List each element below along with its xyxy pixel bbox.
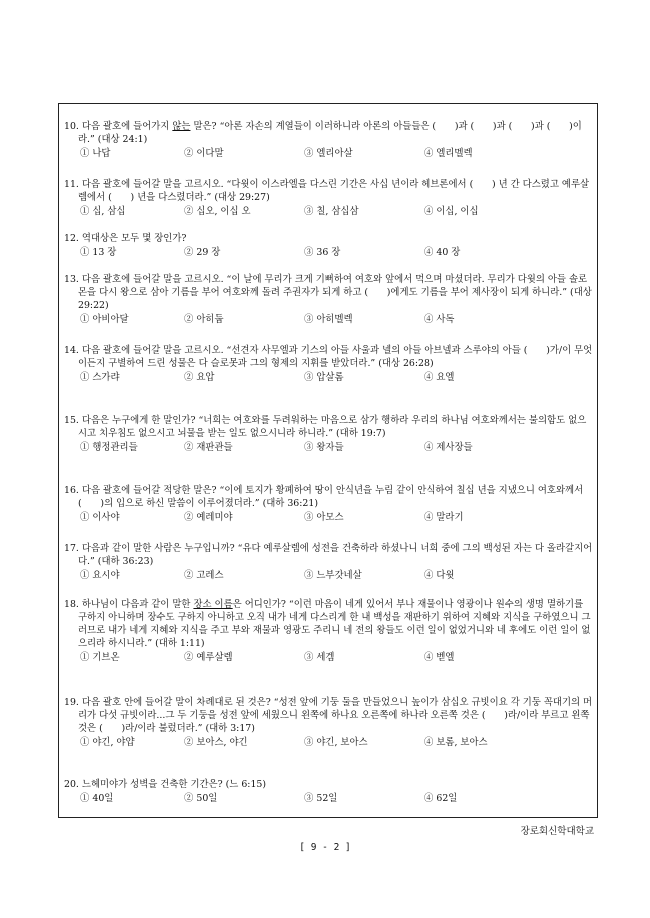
- question-13: [64, 273, 594, 326]
- option-2[interactable]: ② 요압: [184, 372, 215, 383]
- option-2[interactable]: ② 재판관들: [184, 442, 233, 453]
- option-3[interactable]: ③ 칠, 삼십삼: [304, 206, 359, 217]
- option-1[interactable]: ① 40일: [80, 793, 114, 804]
- question-15: [64, 414, 594, 454]
- option-2[interactable]: ② 이다말: [184, 148, 224, 159]
- question-14: [64, 344, 594, 384]
- option-4[interactable]: ④ 이십, 이십: [424, 206, 479, 217]
- option-4[interactable]: ④ 40 장: [424, 247, 461, 258]
- question-stem: 18. 하나님이 다음과 같이 말한 장소 이름은 어디인가? “이런 마음이 네게 있어서 부나 재물이나 영광이나 원수의 생명 멸하기를 구하지 아니하며 장수도 구하지 아니하고 오직 내가 네게 다스리게 한 내 백성을 재판하기 위하여 지혜와 지식을 구하였으니 그러므로 내가 네게 지혜와 지식을 주고 부와 재물과 영광도 주리니 네 전의 왕들도 이런 일이 없었거니와 네 후에도 이런 일이 없으리라 하시니라.” (대하 1:11): [64, 599, 591, 649]
- answer-options: [64, 371, 594, 384]
- question-stem: 16. 다음 괄호에 들어갈 적당한 말은? “이에 토지가 황폐하여 땅이 안식년을 누림 같이 안식하여 칠십 년을 지냈으니 여호와께서 ( )의 입으로 하신 말씀이 이루어졌더라.” (대하 36:21): [64, 485, 584, 509]
- option-2[interactable]: ② 예루살렘: [184, 652, 233, 663]
- question-18: [64, 598, 594, 664]
- school-name: 장로회신학대학교: [520, 826, 594, 837]
- question-stem: 11. 다음 괄호에 들어갈 말을 고르시오. “다윗이 이스라엘을 다스린 기간은 사십 년이라 헤브론에서 ( ) 년 간 다스렸고 예루살렘에서 ( ) 년을 다스렸더라.” (대상 29:27): [64, 179, 590, 203]
- option-1[interactable]: ① 기브온: [80, 652, 120, 663]
- answer-options: [64, 736, 594, 749]
- option-3[interactable]: ③ 아히멜렉: [304, 314, 353, 325]
- option-4[interactable]: ④ 다윗: [424, 570, 455, 581]
- page-number: [ 9 - 2 ]: [299, 842, 351, 853]
- option-4[interactable]: ④ 말라기: [424, 512, 464, 523]
- answer-options: [64, 147, 594, 160]
- option-2[interactable]: ② 50일: [184, 793, 218, 804]
- option-1[interactable]: ① 13 장: [80, 247, 117, 258]
- option-2[interactable]: ② 29 장: [184, 247, 221, 258]
- question-20: [64, 778, 594, 805]
- answer-options: [64, 651, 594, 664]
- option-1[interactable]: ① 이사야: [80, 512, 120, 523]
- option-4[interactable]: ④ 62일: [424, 793, 458, 804]
- answer-options: [64, 313, 594, 326]
- option-3[interactable]: ③ 세겜: [304, 652, 335, 663]
- question-10: [64, 120, 594, 160]
- option-3[interactable]: ③ 아모스: [304, 512, 344, 523]
- answer-options: [64, 441, 594, 454]
- option-3[interactable]: ③ 야긴, 보아스: [304, 737, 368, 748]
- option-1[interactable]: ① 나답: [80, 148, 111, 159]
- answer-options: [64, 511, 594, 524]
- answer-options: [64, 569, 594, 582]
- option-3[interactable]: ③ 압살롬: [304, 372, 344, 383]
- option-2[interactable]: ② 십오, 이십 오: [184, 206, 251, 217]
- option-4[interactable]: ④ 요엘: [424, 372, 455, 383]
- question-11: [64, 178, 594, 218]
- option-4[interactable]: ④ 사독: [424, 314, 455, 325]
- underlined-keyword: 장소 이름: [193, 599, 233, 610]
- question-19: [64, 696, 594, 749]
- option-4[interactable]: ④ 벧엘: [424, 652, 455, 663]
- question-stem: 13. 다음 괄호에 들어갈 말을 고르시오. “이 날에 무리가 크게 기뻐하여 여호와 앞에서 먹으며 마셨더라. 무리가 다윗의 아들 솔로몬을 다시 왕으로 삼아 기름을 부어 여호와께 돌려 주권자가 되게 하고 ( )에게도 기름을 부어 제사장이 되게 하니라.” (대상 29:22): [64, 274, 592, 311]
- question-stem: 14. 다음 괄호에 들어갈 말을 고르시오. “선견자 사무엘과 기스의 아들 사울과 넬의 아들 아브넬과 스루야의 아들 ( )가/이 무엇이든지 구별하여 드린 성물은 다 슬로못과 그의 형제의 지휘를 받았더라.” (대상 26:28): [64, 345, 593, 369]
- option-2[interactable]: ② 고레스: [184, 570, 224, 581]
- option-2[interactable]: ② 예레미야: [184, 512, 233, 523]
- question-stem: 15. 다음은 누구에게 한 말인가? “너희는 여호와를 두려워하는 마음으로 삼가 행하라 우리의 하나님 여호와께서는 불의함도 없으시고 치우침도 없으시고 뇌물을 받는 일도 없으시니라 하니라.” (대하 19:7): [64, 415, 587, 439]
- question-12: [64, 232, 594, 259]
- question-stem: 12. 역대상은 모두 몇 장인가?: [64, 233, 187, 244]
- option-4[interactable]: ④ 엘리멜렉: [424, 148, 473, 159]
- option-3[interactable]: ③ 36 장: [304, 247, 341, 258]
- option-1[interactable]: ① 십, 삼십: [80, 206, 126, 217]
- option-2[interactable]: ② 아히둡: [184, 314, 224, 325]
- question-16: [64, 484, 594, 524]
- underlined-keyword: 않는: [172, 121, 191, 132]
- question-stem: 20. 느헤미야가 성벽을 건축한 기간은? (느 6:15): [64, 779, 267, 790]
- option-3[interactable]: ③ 엘리아살: [304, 148, 353, 159]
- question-17: [64, 542, 594, 582]
- option-1[interactable]: ① 요시야: [80, 570, 120, 581]
- option-1[interactable]: ① 아비아달: [80, 314, 129, 325]
- option-3[interactable]: ③ 52일: [304, 793, 338, 804]
- answer-options: [64, 792, 594, 805]
- option-3[interactable]: ③ 느부갓네살: [304, 570, 362, 581]
- answer-options: [64, 205, 594, 218]
- option-1[interactable]: ① 행정관리들: [80, 442, 138, 453]
- option-4[interactable]: ④ 보롬, 보아스: [424, 737, 488, 748]
- question-stem: 19. 다음 괄호 안에 들어갈 말이 차례대로 된 것은? “성전 앞에 기둥 둘을 만들었으니 높이가 삼십오 규빗이요 각 기둥 꼭대기의 머리가 다섯 규빗이라...그 두 기둥을 성전 앞에 세웠으니 왼쪽에 하나요 오른쪽에 하나라 오른쪽 것은 ( )라/이라 부르고 왼쪽 것은 ( )라/이라 불렀더라.” (대하 3:17): [64, 697, 593, 734]
- option-2[interactable]: ② 보아스, 야긴: [184, 737, 248, 748]
- option-3[interactable]: ③ 왕자들: [304, 442, 344, 453]
- question-stem: 17. 다음과 같이 말한 사람은 누구입니까? “유다 예루살렘에 성전을 건축하라 하셨나니 너희 중에 그의 백성된 자는 다 올라갈지어다.” (대하 36:23): [64, 543, 593, 567]
- answer-options: [64, 246, 594, 259]
- option-1[interactable]: ① 스가랴: [80, 372, 120, 383]
- option-4[interactable]: ④ 제사장들: [424, 442, 473, 453]
- option-1[interactable]: ① 야긴, 야얍: [80, 737, 135, 748]
- question-stem: 10. 다음 괄호에 들어가지 않는 말은? “아론 자손의 계열들이 이러하니라 아론의 아들들은 ( )과 ( )과 ( )과 ( )이라.” (대상 24:1): [64, 121, 582, 145]
